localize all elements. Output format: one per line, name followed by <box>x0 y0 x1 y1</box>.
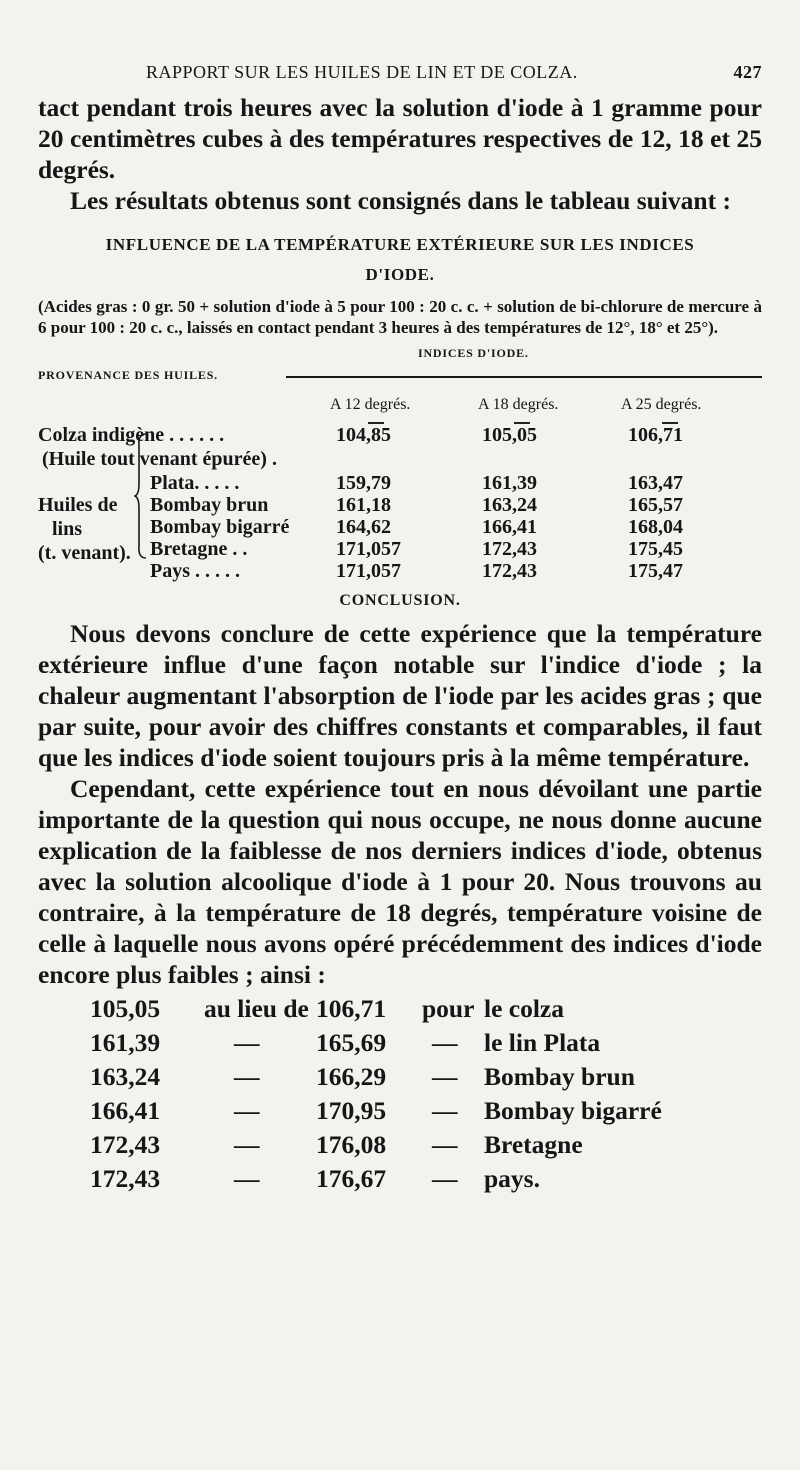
list-dash: — <box>432 1130 458 1159</box>
list-pour: pour <box>422 994 475 1023</box>
table-cell: 171,057 <box>336 538 401 560</box>
list-value-b: 166,29 <box>316 1062 387 1091</box>
list-value-b: 176,67 <box>316 1164 387 1193</box>
row-label: Pays . . . . . <box>150 560 240 582</box>
table-cell: 168,04 <box>628 516 683 538</box>
list-dash: — <box>432 1164 458 1193</box>
colza-sublabel: (Huile tout venant épurée) . <box>42 448 277 470</box>
list-item <box>38 1130 762 1166</box>
list-dash: — <box>234 1164 260 1193</box>
list-label: Bombay bigarré <box>484 1096 662 1125</box>
list-item <box>38 994 762 1030</box>
table-cell: 159,79 <box>336 472 391 494</box>
intro-paragraph-2: Les résultats obtenus sont consignés dans le tableau suivant : <box>70 186 731 215</box>
list-dash: — <box>432 1062 458 1091</box>
group-label-line-1: Huiles de <box>38 494 118 516</box>
list-label: le lin Plata <box>484 1028 601 1057</box>
list-label: le colza <box>484 994 564 1023</box>
comparison-list <box>38 990 762 1200</box>
conclusion-paragraph-1: Nous devons conclure de cette expérience que la température extérieure influe d'une façon notable sur l'indice d'iode ; la chaleur augmentant l'absorption de l'iode par les acides gras ; que par suite, pour avoir des chiffres constants et comparables, il faut que les indices d'iode soient toujours pris à la même température. <box>38 619 762 772</box>
list-value-a: 105,05 <box>90 994 161 1023</box>
running-header <box>38 62 762 92</box>
row-label: Bombay bigarré <box>150 516 290 538</box>
header-title: RAPPORT SUR LES HUILES DE LIN ET DE COLZA. <box>146 62 578 82</box>
conclusion-heading: CONCLUSION. <box>339 592 461 609</box>
list-dash: — <box>234 1062 260 1091</box>
table-cell: 161,39 <box>482 472 537 494</box>
list-value-a: 161,39 <box>90 1028 161 1057</box>
table-title-line-2: D'IODE. <box>365 265 435 284</box>
list-label: Bretagne <box>484 1130 583 1159</box>
list-dash: — <box>432 1096 458 1125</box>
row-label: Bombay brun <box>150 494 269 516</box>
table-cell: 171,057 <box>336 560 401 582</box>
list-dash: — <box>234 1096 260 1125</box>
table-cell: 104,85 <box>336 424 391 446</box>
column-header-12: A 12 degrés. <box>330 396 411 413</box>
list-dash: — <box>432 1028 458 1057</box>
group-label-line-3: (t. venant). <box>38 542 131 564</box>
conclusion-paragraph-2: Cependant, cette expérience tout en nous dévoilant une partie importante de la question qui nous occupe, ne nous donne aucune explication de la faiblesse de nos derniers indices d'iode, obtenus avec la solution alcoolique d'iode à 1 pour 20. Nous trouvons au contraire, à la température de 18 degrés, température voisine de celle à laquelle nous avons opéré précédemment des indices d'iode encore plus faibles ; ainsi : <box>38 774 762 989</box>
list-au-lieu: au lieu de <box>204 994 309 1023</box>
list-value-b: 176,08 <box>316 1130 387 1159</box>
table-cell: 175,47 <box>628 560 683 582</box>
list-item <box>38 1096 762 1132</box>
table-note: (Acides gras : 0 gr. 50 + solution d'iode à 5 pour 100 : 20 c. c. + solution de bi-chlorure de mercure à 6 pour 100 : 20 c. c., laissés en contact pendant 3 heures à des températures de 12°, 18° et 25°). <box>38 297 762 337</box>
list-value-a: 172,43 <box>90 1164 161 1193</box>
table-cell: 172,43 <box>482 560 537 582</box>
list-item <box>38 1028 762 1064</box>
row-label: Bretagne . . <box>150 538 248 560</box>
list-dash: — <box>234 1028 260 1057</box>
table-cell: 161,18 <box>336 494 391 516</box>
table-cell: 175,45 <box>628 538 683 560</box>
iodine-index-table <box>38 338 762 588</box>
table-title <box>38 230 762 290</box>
list-value-a: 172,43 <box>90 1130 161 1159</box>
indices-header: INDICES D'IODE. <box>418 346 529 360</box>
curly-brace-icon <box>134 432 148 560</box>
table-title-line-1: INFLUENCE DE LA TEMPÉRATURE EXTÉRIEURE SUR LES INDICES <box>105 235 695 254</box>
list-value-a: 163,24 <box>90 1062 161 1091</box>
list-value-b: 106,71 <box>316 994 387 1023</box>
page-number: 427 <box>733 62 762 82</box>
intro-paragraph-1: tact pendant trois heures avec la solution d'iode à 1 gramme pour 20 centimètres cubes à des températures respectives de 12, 18 et 25 degrés. <box>38 93 762 184</box>
table-cell: 164,62 <box>336 516 391 538</box>
list-dash: — <box>234 1130 260 1159</box>
list-label: pays. <box>484 1164 540 1193</box>
table-cell: 106,71 <box>628 424 683 446</box>
list-item <box>38 1164 762 1200</box>
list-value-a: 166,41 <box>90 1096 161 1125</box>
row-label: Plata. . . . . <box>150 472 240 494</box>
table-cell: 163,47 <box>628 472 683 494</box>
table-cell: 172,43 <box>482 538 537 560</box>
list-item <box>38 1062 762 1098</box>
column-header-25: A 25 degrés. <box>621 396 702 413</box>
table-cell: 166,41 <box>482 516 537 538</box>
group-label-line-2: lins <box>52 518 83 540</box>
table-cell: 105,05 <box>482 424 537 446</box>
colza-label: Colza indigène . . . . . . <box>38 424 225 446</box>
list-value-b: 165,69 <box>316 1028 387 1057</box>
document-page <box>38 62 762 1200</box>
origin-header: PROVENANCE DES HUILES. <box>38 368 218 382</box>
column-header-18: A 18 degrés. <box>478 396 559 413</box>
table-cell: 165,57 <box>628 494 683 516</box>
list-label: Bombay brun <box>484 1062 635 1091</box>
list-value-b: 170,95 <box>316 1096 387 1125</box>
header-rule <box>286 376 762 378</box>
table-cell: 163,24 <box>482 494 537 516</box>
